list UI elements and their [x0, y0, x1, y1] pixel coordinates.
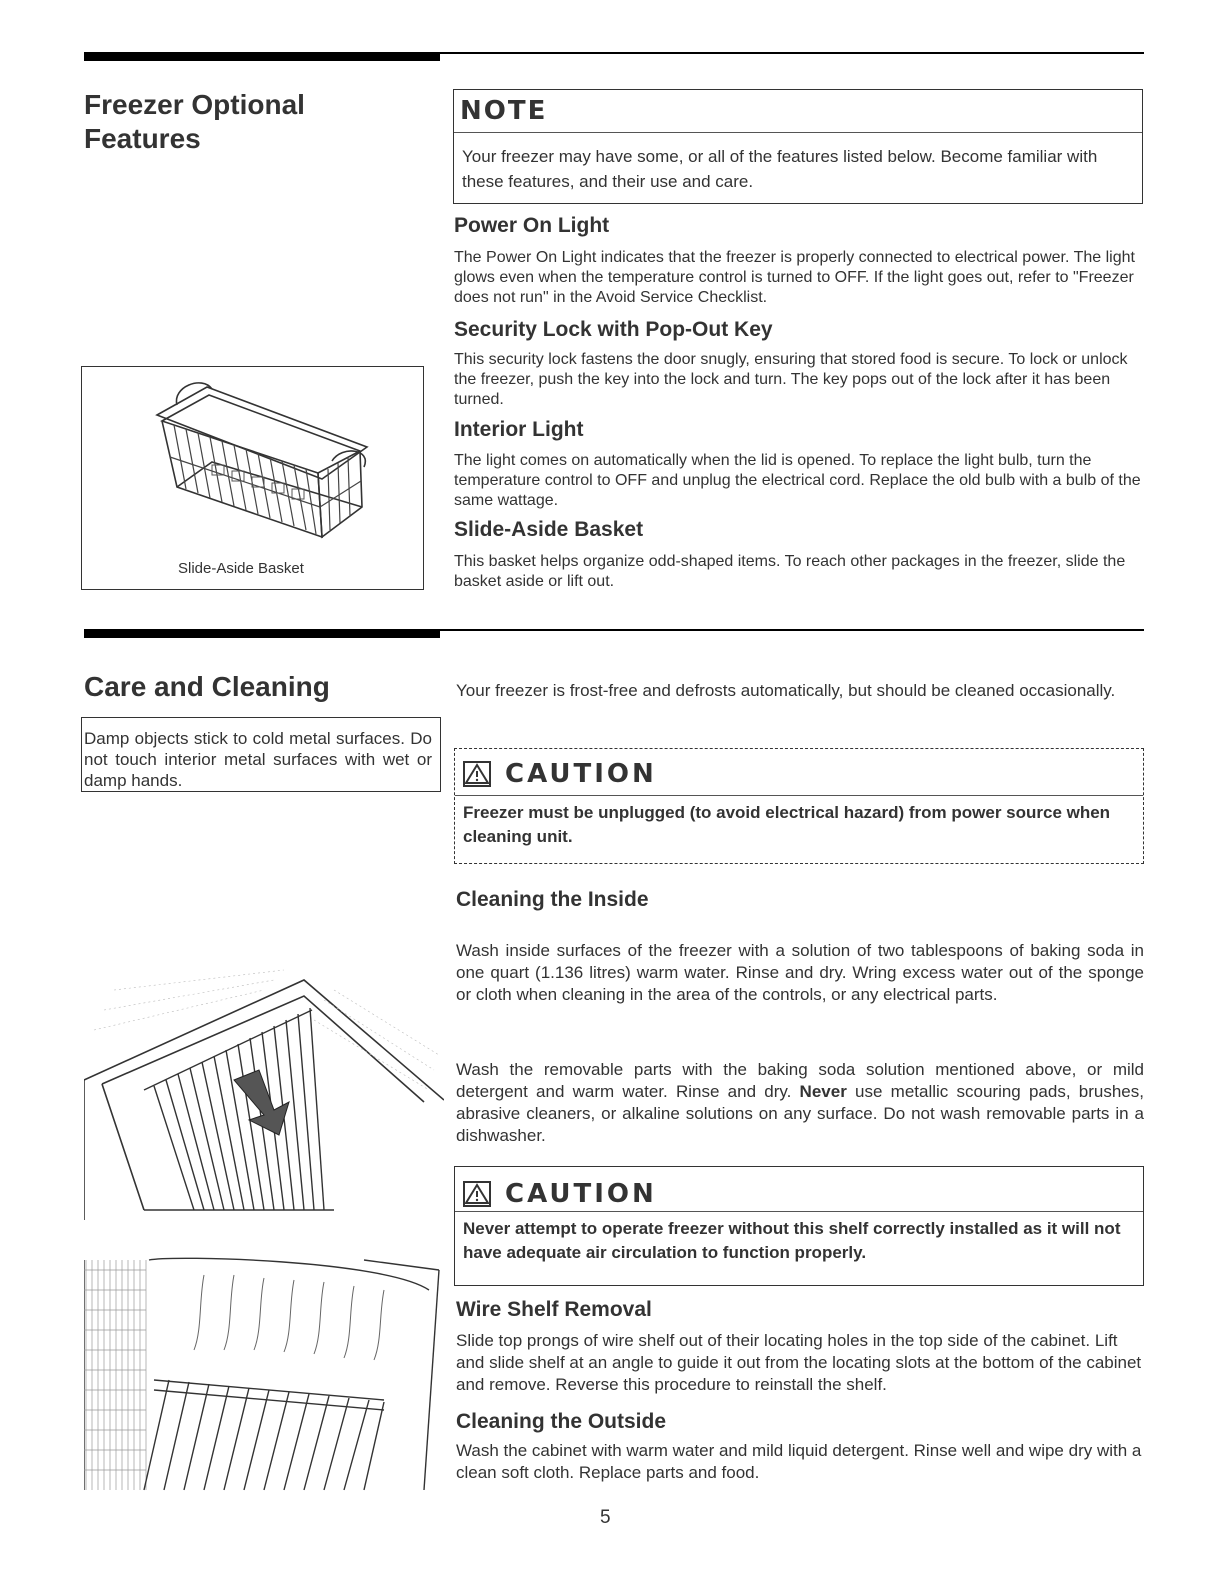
warning-triangle-icon	[463, 1181, 491, 1207]
section-rule-thin	[440, 52, 1144, 54]
heading-cleaning-outside: Cleaning the Outside	[456, 1410, 667, 1433]
caution-text-shelf: Never attempt to operate freezer without this shelf correctly installed as it will not have adequate air circulation to function properly.	[463, 1219, 1121, 1262]
caution-label: CAUTION	[505, 759, 657, 789]
basket-illustration	[82, 367, 423, 557]
arrow-icon	[234, 1070, 289, 1135]
basket-illustration-box	[81, 366, 424, 590]
damp-warning-text: Damp objects stick to cold metal surfaces. Do not touch interior metal surfaces with wet or damp hands.	[84, 729, 432, 790]
warning-triangle-icon	[463, 761, 491, 787]
caution-divider	[455, 1211, 1143, 1212]
note-box	[453, 89, 1143, 204]
text-power-on-light: The Power On Light indicates that the freezer is properly connected to electrical power. The light glows even when the temperature control is turned to OFF. If the light goes out, refer to "Freezer does not run" in the Avoid Service Checklist.	[454, 249, 1135, 306]
text-cleaning-inside-1: Wash inside surfaces of the freezer with a solution of two tablespoons of baking soda in one quart (1.136 litres) warm water. Rinse and dry. Wring excess water out of the sponge or cloth when cleaning in the area of the controls, or any electrical parts.	[456, 941, 1144, 1004]
caution-box-unplug	[454, 748, 1144, 864]
text-slide-aside-basket: This basket helps organize odd-shaped items. To reach other packages in the freezer, slide the basket aside or lift out.	[454, 553, 1126, 590]
note-text: Your freezer may have some, or all of the features listed below. Become familiar with these features, and their use and care.	[462, 147, 1098, 191]
heading-slide-aside-basket: Slide-Aside Basket	[454, 518, 644, 541]
note-divider	[454, 132, 1142, 133]
section-title-freezer-features: Freezer Optional Features	[84, 89, 305, 154]
note-label: NOTE	[460, 96, 548, 126]
text-wire-shelf-removal: Slide top prongs of wire shelf out of their locating holes in the top side of the cabinet. Lift and slide shelf at an angle to guide it out from the locating slots at the bottom of the cabinet and remove. Reverse this procedure to reinstall the shelf.	[456, 1331, 1142, 1394]
text-cleaning-outside: Wash the cabinet with warm water and mild liquid detergent. Rinse well and wipe dry with a clean soft cloth. Replace parts and food.	[456, 1441, 1142, 1482]
page-number: 5	[600, 1507, 611, 1528]
caution-box-shelf	[454, 1166, 1144, 1286]
heading-cleaning-inside: Cleaning the Inside	[456, 888, 649, 911]
section-rule-thick	[84, 52, 440, 61]
caution-text-unplug: Freezer must be unplugged (to avoid electrical hazard) from power source when cleaning unit.	[463, 803, 1111, 846]
heading-power-on-light: Power On Light	[454, 214, 610, 237]
wire-shelf-illustration	[84, 960, 444, 1500]
caution-label: CAUTION	[505, 1179, 657, 1209]
heading-interior-light: Interior Light	[454, 418, 584, 441]
care-intro-text: Your freezer is frost-free and defrosts automatically, but should be cleaned occasionally.	[456, 681, 1116, 700]
section-title-care-cleaning: Care and Cleaning	[84, 671, 330, 702]
text-cleaning-inside-2: Wash the removable parts with the baking soda solution mentioned above, or mild detergent and warm water. Rinse and dry. Never use metallic scouring pads, brushes, abrasive cleaners, or alkaline solutions on any surface. Do not wash removable parts in a dishwasher.	[456, 1060, 1144, 1145]
basket-caption: Slide-Aside Basket	[178, 560, 304, 577]
damp-warning-box	[81, 717, 441, 792]
section-rule-thick	[84, 629, 440, 638]
caution-divider	[455, 795, 1143, 796]
text-security-lock: This security lock fastens the door snugly, ensuring that stored food is secure. To lock or unlock the freezer, push the key into the lock and turn. The key pops out of the lock after it has been turned.	[454, 351, 1128, 408]
section-rule-thin	[440, 629, 1144, 631]
heading-wire-shelf-removal: Wire Shelf Removal	[456, 1298, 652, 1321]
text-interior-light: The light comes on automatically when the lid is opened. To replace the light bulb, turn the temperature control to OFF and unplug the electrical cord. Replace the old bulb with a bulb of the same wattage.	[454, 452, 1141, 509]
heading-security-lock: Security Lock with Pop-Out Key	[454, 318, 773, 341]
